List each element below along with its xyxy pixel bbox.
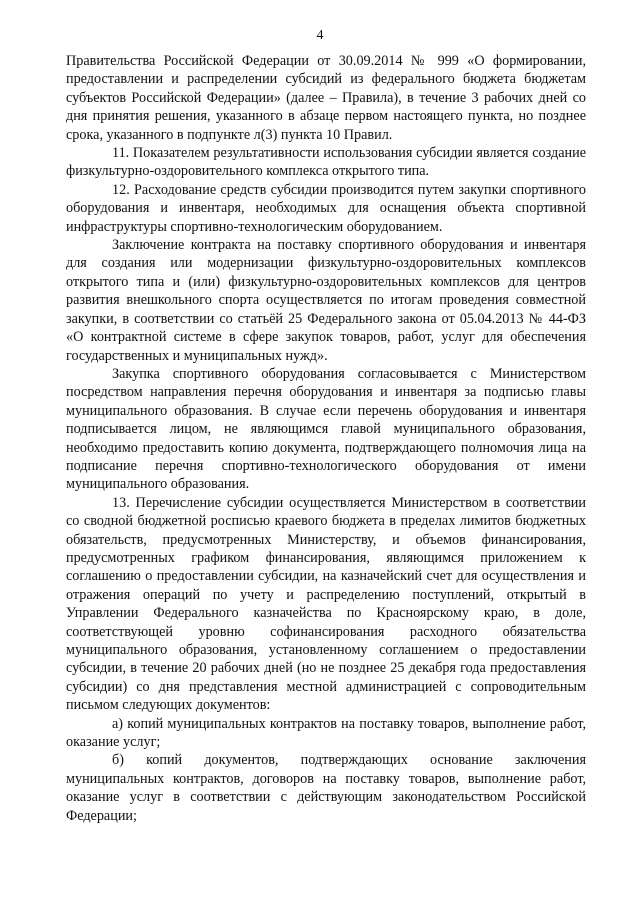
page-number: 4 bbox=[316, 28, 324, 43]
paragraph-11: 11. Показателем результативности использования субсидии является создание физкультурно-оздоровительного комплекса открытого типа. bbox=[66, 145, 586, 180]
paragraph-13-item-b: б) копий документов, подтверждающих основание заключения муниципальных контрактов, договоров на поставку товаров, выполнение работ, оказание услуг в соответствии с действующим законодательством Российской Федерации; bbox=[66, 752, 586, 824]
document-body bbox=[66, 52, 586, 825]
paragraph-12: 12. Расходование средств субсидии производится путем закупки спортивного оборудования и инвентаря, необходимых для оснащения объекта спортивной инфраструктуры спортивно-технологическим оборудованием. bbox=[66, 181, 586, 235]
paragraph-13-item-a: а) копий муниципальных контрактов на поставку товаров, выполнение работ, оказание услуг; bbox=[66, 715, 586, 751]
paragraph-12-procurement: Закупка спортивного оборудования согласовывается с Министерством посредством направления перечня оборудования и инвентаря за подписью главы муниципального образования. В случае если перечень оборудования и инвентаря подписывается лицом, не являющимся главой муниципального образования, необходимо предоставить копию документа, подтверждающего полномочия лица на подписание перечня спортивно-технологического оборудования от имени муниципального образования. bbox=[66, 365, 586, 493]
paragraph-13: 13. Перечисление субсидии осуществляется Министерством в соответствии со сводной бюджетной росписью краевого бюджета в пределах лимитов бюджетных обязательств, предусмотренных Министерству, и объемов финансирования, предусмотренных графиком финансирования, являющимся приложением к соглашению о предоставлении субсидии, на казначейский счет для осуществления и отражения операций по учету и распределению поступлений, открытый в Управлении Федерального казначейства по Красноярскому краю, в доле, соответствующей уровню софинансирования расходного обязательства муниципального образования, установленному соглашением о предоставлении субсидии, в течение 20 рабочих дней (но не позднее 25 декабря года предоставления субсидии) со дня представления местной администрацией с сопроводительным письмом следующих документов: bbox=[66, 494, 586, 714]
paragraph-12-contract: Заключение контракта на поставку спортивного оборудования и инвентаря для создания или модернизации физкультурно-оздоровительных комплексов открытого типа и (или) физкультурно-оздоровительных комплексов для центров развития внешкольного спорта осуществляется по итогам проведения совместной закупки, в соответствии со статьёй 25 Федерального закона от 05.04.2013 № 44-ФЗ «О контрактной системе в сфере закупок товаров, работ, услуг для обеспечения государственных и муниципальных нужд». bbox=[66, 237, 586, 364]
paragraph-continuation: Правительства Российской Федерации от 30.09.2014 № 999 «О формировании, предоставлении и распределении субсидий из федерального бюджета бюджетам субъектов Российской Федерации» (далее – Правила), в течение 3 рабочих дней со дня принятия решения, указанного в абзаце первом настоящего пункта, но позднее срока, указанного в подпункте л(3) пункта 10 Правил. bbox=[66, 53, 586, 143]
